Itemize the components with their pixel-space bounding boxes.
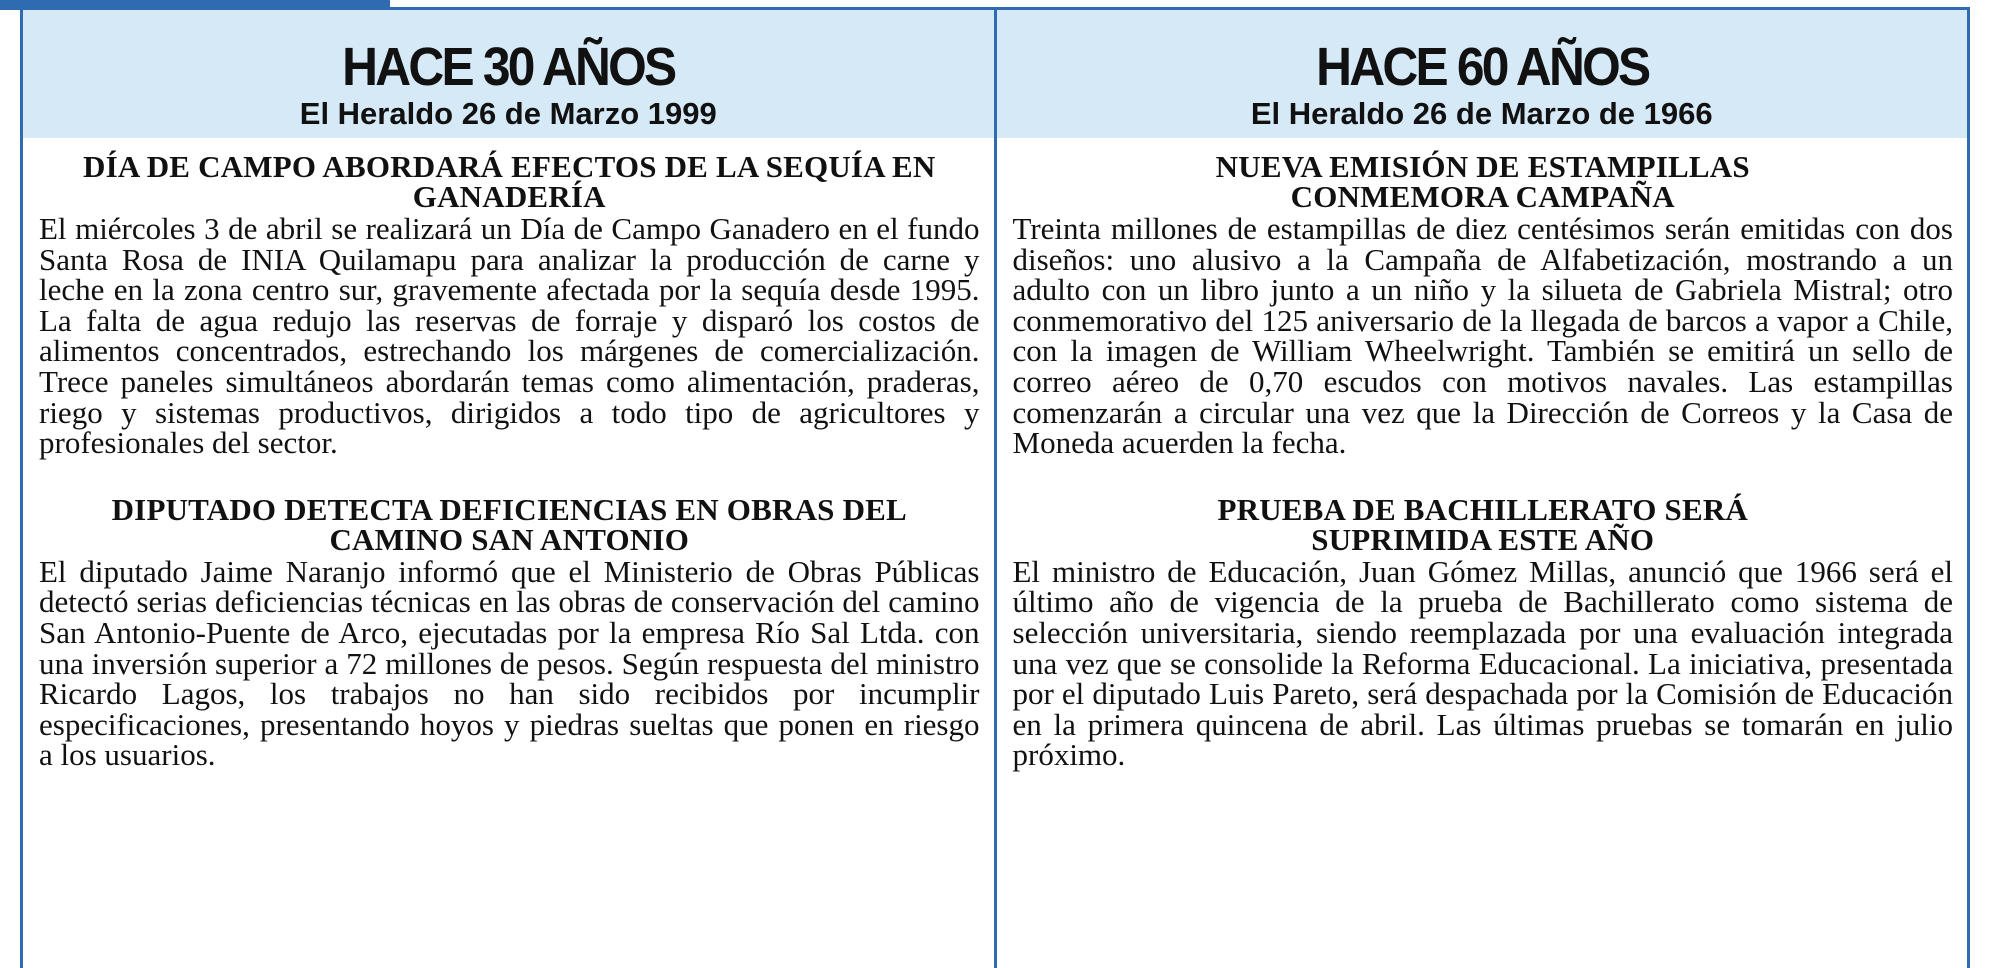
article-body: El diputado Jaime Naranjo informó que el Ministerio de Obras Públicas detectó serias deficiencias técnicas en las obras de conservación del camino San Antonio-Puente de Arco, ejecutadas por la empresa Río Sal Ltda. con una inversión superior a 72 millones de pesos. Según respuesta del ministro Ricardo Lagos, los trabajos no han sido recibidos por incumplir especificaciones, presentando hoyos y piedras sueltas que ponen en riesgo a los usuarios.	[39, 553, 980, 773]
article-headline: DÍA DE CAMPO ABORDARÁ EFECTOS DE LA SEQUÍA EN GANADERÍA	[83, 149, 936, 214]
article	[1012, 149, 1954, 461]
article-headline: NUEVA EMISIÓN DE ESTAMPILLAS CONMEMORA CAMPAÑA	[1215, 149, 1750, 214]
column-60-years	[997, 10, 1968, 968]
news-box	[20, 7, 1970, 968]
article	[39, 491, 980, 773]
column-header	[23, 10, 994, 138]
column-body	[997, 138, 1968, 807]
article	[39, 149, 980, 461]
column-header	[997, 10, 1968, 138]
column-30-years	[23, 10, 997, 968]
column-title: HACE 30 AÑOS	[342, 37, 675, 97]
article-body: Treinta millones de estampillas de diez centésimos serán emitidas con dos diseños: uno alusivo a la Campaña de Alfabetización, mostrando a un adulto con un libro junto a un niño y la silueta de Gabriela Mistral; otro conmemorativo del 125 aniversario de la llegada de barcos a vapor a Chile, con la imagen de William Wheelwright. También se emitirá un sello de correo aéreo de 0,70 escudos con motivos navales. Las estampillas comenzarán a circular una vez que la Dirección de Correos y la Casa de Moneda acuerden la fecha.	[1012, 211, 1953, 461]
article-body: El miércoles 3 de abril se realizará un Día de Campo Ganadero en el fundo Santa Rosa de INIA Quilamapu para analizar la producción de carne y leche en la zona centro sur, gravemente afectada por la sequía desde 1995. La falta de agua redujo las reservas de forraje y disparó los costos de alimentos concentrados, estrechando los márgenes de comercialización. Trece paneles simultáneos abordarán temas como alimentación, praderas, riego y sistemas productivos, dirigidos a todo tipo de agricultores y profesionales del sector.	[39, 211, 980, 461]
column-body	[23, 138, 994, 807]
article-headline: DIPUTADO DETECTA DEFICIENCIAS EN OBRAS DEL CAMINO SAN ANTONIO	[111, 491, 907, 557]
article	[1012, 491, 1954, 773]
article-body: El ministro de Educación, Juan Gómez Millas, anunció que 1966 será el último año de vigencia de la prueba de Bachillerato como sistema de selección universitaria, siendo reemplazada por una evaluación integrada una vez que se consolide la Reforma Educacional. La iniciativa, presentada por el diputado Luis Pareto, será despachada por la Comisión de Educación en la primera quincena de abril. Las últimas pruebas se tomarán en julio próximo.	[1012, 553, 1953, 773]
column-subtitle: El Heraldo 26 de Marzo 1999	[299, 96, 717, 131]
column-title: HACE 60 AÑOS	[1315, 37, 1648, 97]
column-subtitle: El Heraldo 26 de Marzo de 1966	[1250, 96, 1713, 131]
article-headline: PRUEBA DE BACHILLERATO SERÁ SUPRIMIDA ESTE AÑO	[1217, 491, 1748, 557]
